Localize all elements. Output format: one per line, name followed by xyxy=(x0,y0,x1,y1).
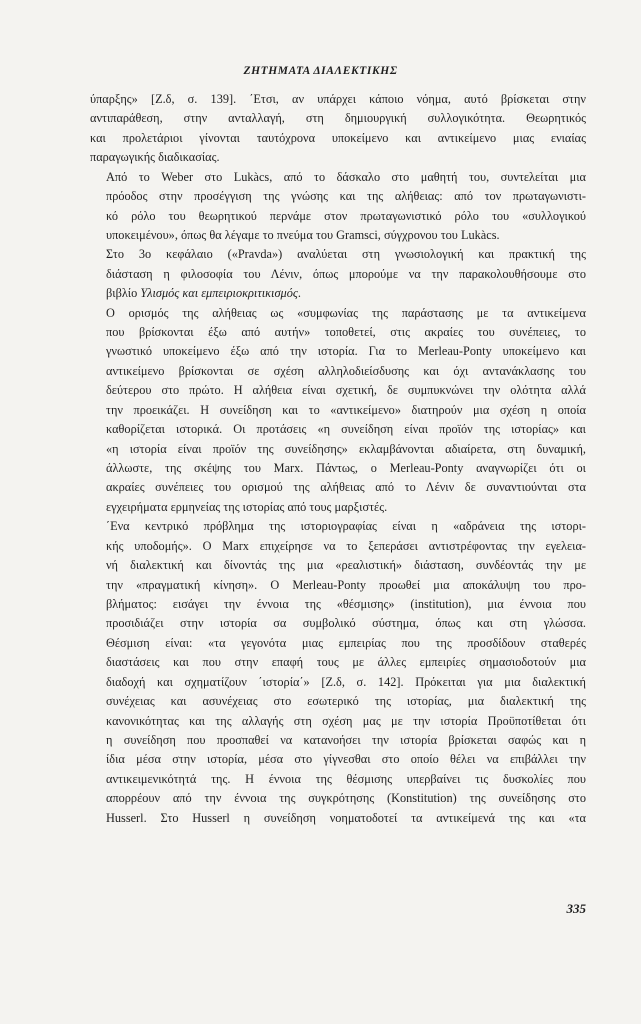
text-line: προσιδιάζει στην ιστορία σα συμβολικό σύστημα, όπως και στη γλώσσα. xyxy=(106,616,586,631)
text-line: άλλωστε, της σκέψης του Marx. Πάντως, ο Merleau-Ponty αναγνωρίζει ότι οι xyxy=(106,461,586,476)
text-line: δεύτερου στο πρώτο. Η αλήθεια είναι σχετική, δε συμπυκνώνει την ολότητα αλλά xyxy=(106,383,586,398)
body-text xyxy=(90,90,586,828)
text-line: και προλετάριοι γίνονται ταυτόχρονα υποκείμενο και αντικείμενο μιας ενιαίας xyxy=(90,130,586,145)
text-line: νή διαλεκτική και δίνοντάς της μια «ρεαλιστική» διάσταση, συνδέοντάς την με xyxy=(106,558,586,573)
text-line: παραγωγικής διαδικασίας. xyxy=(90,150,220,165)
text-line: γνωστικό υποκείμενο έξω από την ιστορία. Για το Merleau-Ponty υποκείμενο και xyxy=(106,344,586,359)
text-line: ακραίες συνέπειες του ορισμού της αλήθειας από το Λένιν δε συναντιούνται στα xyxy=(106,480,586,495)
page-number: 335 xyxy=(566,901,586,916)
text-line: η συνείδηση που προσπαθεί να κατανοήσει την ιστορία βρίσκεται σαφώς και η xyxy=(106,732,586,747)
text-line: διάσταση η φιλοσοφία του Λένιν, όπως μπορούμε να την παρακολουθήσουμε στο xyxy=(106,266,586,281)
paragraph xyxy=(90,304,586,518)
text-line: βλήματος: εισάγει την έννοια της «θέσμισης» (institution), μια έννοια που xyxy=(106,596,586,611)
text-line: που βρίσκονται έξω από αυτήν» τοποθετεί, στις ακραίες του συνέπειες, το xyxy=(106,325,586,340)
paragraph xyxy=(90,517,586,828)
text-line: υποκειμένου», όπως θα λέγαμε το πνεύμα του Gramsci, σύγχρονου του Lukàcs. xyxy=(106,227,500,242)
text-line: εγχειρήματα ερμηνείας της ιστορίας από τους μαρξιστές. xyxy=(106,499,388,514)
running-header: ΖΗΤΗΜΑΤΑ ΔΙΑΛΕΚΤΙΚΗΣ xyxy=(243,65,398,77)
text-line: Στο 3ο κεφάλαιο («Pravda») αναλύεται στη γνωσιολογική και πρακτική της xyxy=(106,247,586,262)
paragraph xyxy=(90,245,586,303)
text-line: κό ρόλο του θεωρητικού περνάμε στον πρωταγωνιστικό ρόλο του «συλλογικού xyxy=(106,208,586,223)
text-line: ΄Ενα κεντρικό πρόβλημα της ιστοριογραφίας είναι η «αδράνεια της ιστορι- xyxy=(106,519,586,534)
text-line: Από το Weber στο Lukàcs, από το δάσκαλο στο μαθητή του, συντελείται μια xyxy=(106,169,586,184)
text-line: διαστάσεις και που στην επαφή τους με άλλες εμπειρίες σημασιοδοτούν μια xyxy=(106,655,586,670)
text-line: την προεικάζει. Η συνείδηση και το «αντικείμενο» διατηρούν μια σχέση η οποία xyxy=(106,402,586,417)
text-line: Θέσμιση είναι: «τα γεγονότα μιας εμπειρίας που της προσδίδουν σταθερές xyxy=(106,635,586,650)
text-line: «η ιστορία είναι προϊόν της συνείδησης» εκλαμβάνονται αδιαίρετα, στη δυναμική, xyxy=(106,441,586,456)
text-line: απορρέουν από την έννοια της συγκρότησης (Konstitution) της συνείδησης στο xyxy=(106,791,586,806)
paragraph xyxy=(90,90,586,168)
text-line: την «πραγματική κίνηση». Ο Merleau-Ponty προωθεί μια αποκάλυψη του προ- xyxy=(106,577,586,592)
text-line: Ο ορισμός της αλήθειας ως «συμφωνίας της παράστασης με τα αντικείμενα xyxy=(106,305,586,320)
text-line: βιβλίο Υλισμός και εμπειριοκριτικισμός. xyxy=(106,286,301,301)
text-line: αντικείμενο βρίσκονται σε σχέση αλληλοδιείσδυσης και όχι αντανάκλασης του xyxy=(106,363,586,378)
book-title: Υλισμός και εμπειριοκριτικισμός xyxy=(140,286,298,301)
text-line: κής υποδομής». Ο Marx επιχείρησε να το ξεπεράσει αντιστρέφοντας την εγελεια- xyxy=(106,538,586,553)
text-line: Husserl. Στο Husserl η συνείδηση νοηματοδοτεί τα αντικείμενά της και «τα xyxy=(106,810,586,825)
text-line: κανονικότητας και της αλλαγής στη σχέση μας με την ιστορία Προϋποτίθεται ότι xyxy=(106,713,586,728)
text-line: καθορίζεται ιστορικά. Οι προτάσεις «η συνείδηση είναι προϊόν της ιστορίας» και xyxy=(106,422,586,437)
text-line: ίδια μέσα στην ιστορία, μέσα στο γίγνεσθαι στο οποίο θέλει να επιβάλλει την xyxy=(106,752,586,767)
paragraph xyxy=(90,168,586,246)
text-line: πρόοδος στην προσέγγιση της γνώσης και της αλήθειας: από τον πρωταγωνιστι- xyxy=(106,189,586,204)
text-line: ύπαρξης» [Ζ.δ, σ. 139]. ΄Ετσι, αν υπάρχει κάποιο νόημα, αυτό βρίσκεται στην xyxy=(90,92,586,106)
text-line: συνέχειας και ασυνέχειας στο εσωτερικό της ιστορίας, μια διαλεκτική της xyxy=(106,694,586,709)
text-line: αντιπαράθεση, στην ανταλλαγή, στη δημιουργική συλλογικότητα. Θεωρητικός xyxy=(90,111,586,126)
text-line: αντικειμενικότητά της. Η έννοια της θέσμισης υπερβαίνει τις δυσκολίες που xyxy=(106,771,586,786)
text-line: διαδοχή και σχηματίζουν ΄ιστορία΄» [Ζ.δ, σ. 142]. Πρόκειται για μια διαλεκτική xyxy=(106,674,586,689)
